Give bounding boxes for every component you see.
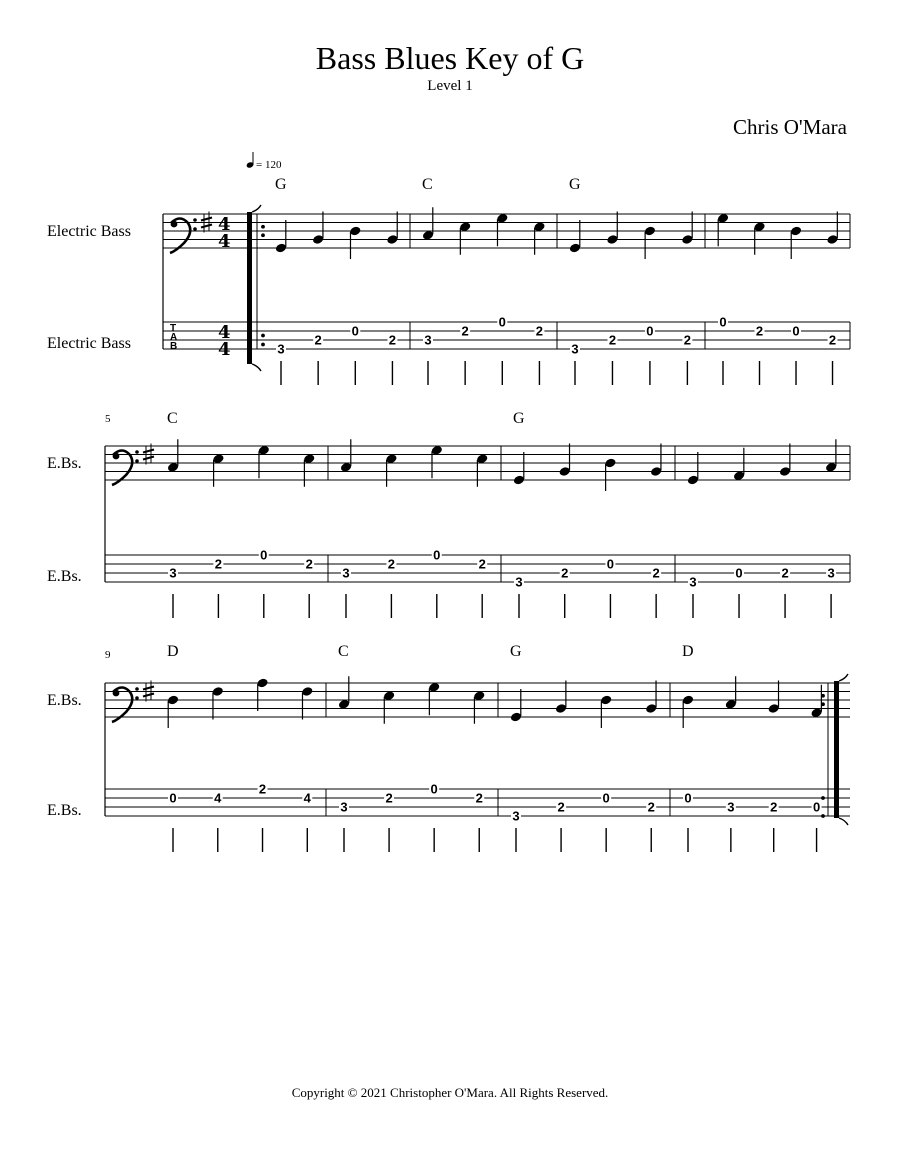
tab-clef-letter: B [170,341,178,352]
bass-clef-dot [135,459,139,463]
tab-fret-number: 2 [828,332,837,348]
time-signature-bottom: 4 [218,231,231,252]
tab-clef-letter: T [170,323,177,334]
bracket-hook [252,364,261,371]
bass-clef-dot [135,696,139,700]
tab-fret-number: 2 [770,799,778,815]
chord-symbol: G [510,643,522,660]
tab-fret-number: 2 [314,332,322,348]
tab-fret-number: 2 [214,556,223,572]
instrument-label: E.Bs. [47,455,82,472]
tab-fret-number: 2 [557,799,565,815]
tab-fret-number: 2 [385,790,393,806]
repeat-dot [821,694,825,698]
tab-fret-number: 3 [512,808,520,824]
tab-fret-number: 2 [683,332,691,348]
tab-fret-number: 2 [535,323,544,339]
repeat-dot [821,814,825,818]
tab-fret-number: 3 [727,799,735,815]
tab-fret-number: 2 [478,556,486,572]
tab-fret-number: 2 [561,565,569,581]
chord-symbol: G [513,410,525,427]
tab-fret-number: 0 [684,790,692,806]
tab-fret-number: 0 [351,323,359,339]
bracket-hook [252,205,261,212]
measure-number: 9 [105,649,111,661]
score-title: Bass Blues Key of G [315,40,585,76]
time-signature-bottom: 4 [218,339,231,360]
repeat-end-thick-barline [834,681,839,818]
tab-fret-number: 2 [387,556,396,572]
chord-symbol: G [275,176,287,193]
bass-clef-dot [135,450,139,454]
tab-fret-number: 4 [303,790,311,806]
tab-fret-number: 3 [169,565,177,581]
bass-clef-dot [193,218,197,222]
bracket-hook [839,818,848,825]
tab-fret-number: 2 [305,556,313,572]
tab-fret-number: 3 [424,332,432,348]
tab-fret-number: 0 [606,556,615,572]
copyright-notice: Copyright © 2021 Christopher O'Mara. All Rights Reserved. [291,1085,609,1100]
tempo-marking: = 120 [256,159,282,171]
tab-fret-number: 0 [260,547,268,563]
tab-fret-number: 2 [475,790,483,806]
tab-fret-number: 0 [812,799,821,815]
instrument-label: E.Bs. [47,802,82,819]
tab-fret-number: 3 [277,341,285,357]
bass-clef-dot [113,453,120,460]
score-subtitle: Level 1 [427,78,473,94]
tab-fret-number: 2 [652,565,660,581]
instrument-label: Electric Bass [47,223,131,240]
tab-fret-number: 0 [646,323,654,339]
tab-fret-number: 0 [169,790,177,806]
chord-symbol: D [167,643,179,660]
tab-fret-number: 3 [515,574,523,590]
tab-fret-number: 2 [388,332,397,348]
bass-clef-dot [113,690,120,697]
time-signature-top: 4 [218,214,231,235]
tab-fret-number: 0 [433,547,441,563]
tab-fret-number: 0 [792,323,800,339]
repeat-dot [261,233,265,237]
tab-fret-number: 2 [781,565,789,581]
tab-fret-number: 0 [735,565,743,581]
instrument-label: E.Bs. [47,692,82,709]
tab-fret-number: 3 [689,574,697,590]
chord-symbol: D [682,643,694,660]
repeat-dot [261,343,265,347]
bass-clef-dot [171,221,178,228]
tab-fret-number: 2 [608,332,617,348]
repeat-dot [261,225,265,229]
tab-fret-number: 3 [340,799,348,815]
tab-fret-number: 3 [827,565,835,581]
tab-fret-number: 4 [214,790,222,806]
chord-symbol: C [338,643,349,660]
repeat-dot [261,334,265,338]
bracket-hook [839,674,848,681]
instrument-label: Electric Bass [47,335,131,352]
instrument-label: E.Bs. [47,568,82,585]
repeat-dot [821,702,825,706]
tab-clef-letter: A [170,332,178,343]
tab-fret-number: 0 [719,314,727,330]
tab-fret-number: 2 [461,323,469,339]
tab-fret-number: 2 [755,323,764,339]
tab-fret-number: 0 [498,314,506,330]
chord-symbol: C [422,176,433,193]
tab-fret-number: 2 [647,799,655,815]
tab-fret-number: 3 [571,341,579,357]
repeat-start-thick-barline [247,212,252,364]
repeat-dot [821,796,825,800]
tab-fret-number: 0 [602,790,610,806]
chord-symbol: G [569,176,581,193]
composer-name: Chris O'Mara [732,115,847,139]
bass-clef-dot [193,227,197,231]
measure-number: 5 [105,413,111,425]
tab-fret-number: 3 [342,565,350,581]
bass-clef-dot [135,687,139,691]
time-signature-top: 4 [218,322,231,343]
chord-symbol: C [167,410,178,427]
tab-fret-number: 2 [258,781,267,797]
tab-fret-number: 0 [430,781,438,797]
